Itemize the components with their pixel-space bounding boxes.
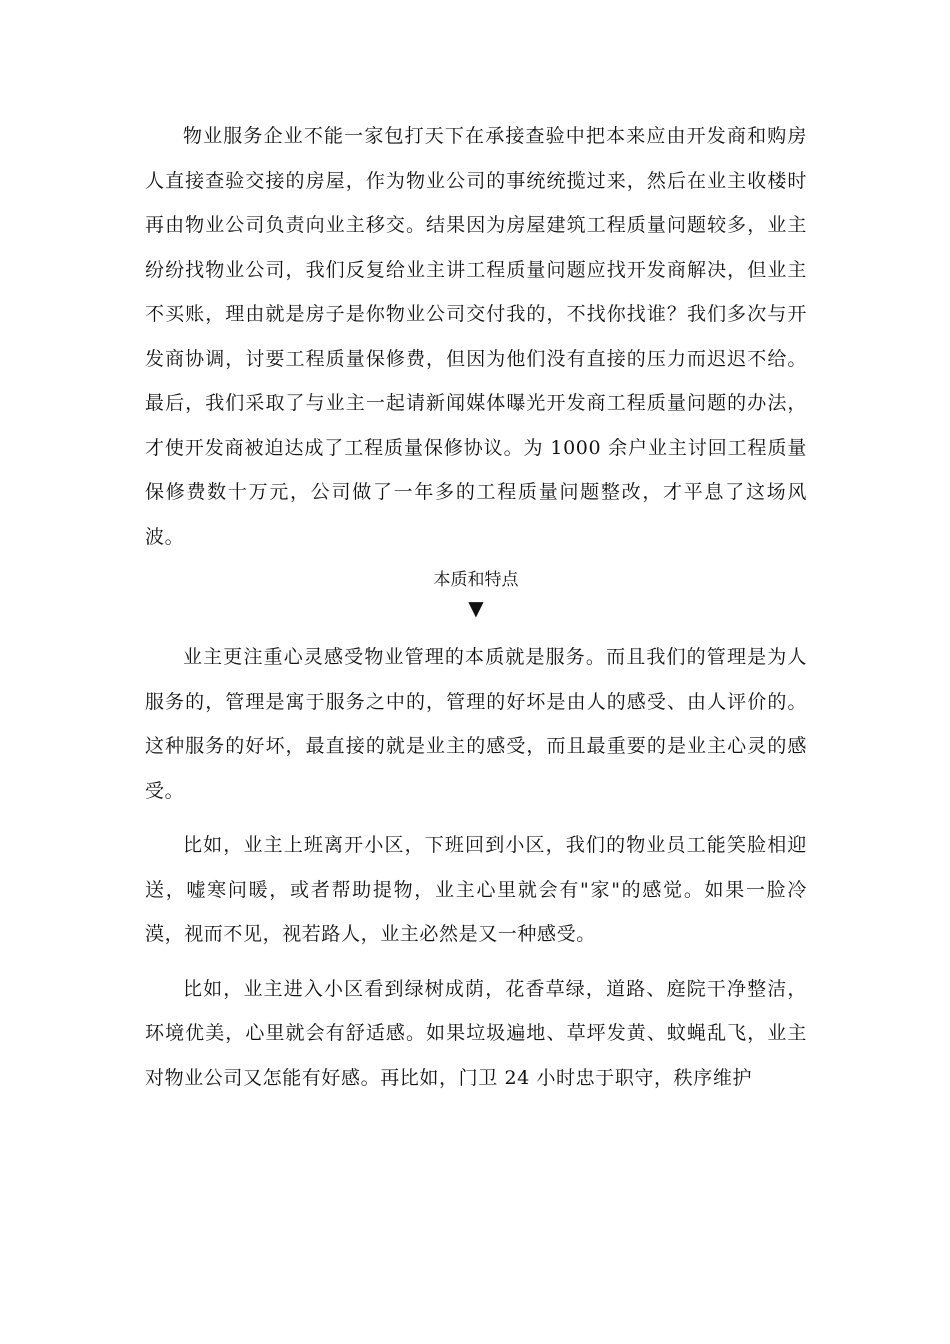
document-body — [145, 114, 807, 1100]
section-heading: 本质和特点 — [433, 570, 519, 590]
paragraph-owner-feelings: 业主更注重心灵感受物业管理的本质就是服务。而且我们的管理是为人服务的，管理是寓于服务之中的，管理的好坏是由人的感受、由人评价的。这种服务的好坏，最直接的就是业主的感受，而且最重要的是业主心灵的感受。 — [145, 646, 807, 802]
paragraph-environment: 比如，业主进入小区看到绿树成荫，花香草绿，道路、庭院干净整洁，环境优美，心里就会有舒适感。如果垃圾遍地、草坪发黄、蚊蝇乱飞，业主对物业公司又怎能有好感。再比如，门卫 24 小时忠于职守，秩序维护 — [145, 977, 807, 1089]
paragraph-handover-inspection: 物业服务企业不能一家包打天下在承接查验中把本来应由开发商和购房人直接查验交接的房屋，作为物业公司的事统统揽过来，然后在业主收楼时再由物业公司负责向业主移交。结果因为房屋建筑工程质量问题较多，业主纷纷找物业公司，我们反复给业主讲工程质量问题应找开发商解决，但业主不买账，理由就是房子是你物业公司交付我的，不找你找谁？我们多次与开发商协调，讨要工程质量保修费，但因为他们没有直接的压力而迟迟不给。最后，我们采取了与业主一起请新闻媒体曝光开发商工程质量问题的办法，才使开发商被迫达成了工程质量保修协议。为 1000 余户业主讨回工程质量保修费数十万元，公司做了一年多的工程质量问题整改，才平息了这场风波。 — [145, 125, 807, 548]
paragraph-staff-greeting: 比如，业主上班离开小区，下班回到小区，我们的物业员工能笑脸相迎送，嘘寒问暖，或者帮助提物，业主心里就会有"家"的感觉。如果一脸冷漠，视而不见，视若路人，业主必然是又一种感受。 — [145, 834, 807, 945]
down-triangle-icon: ▼ — [468, 596, 484, 620]
